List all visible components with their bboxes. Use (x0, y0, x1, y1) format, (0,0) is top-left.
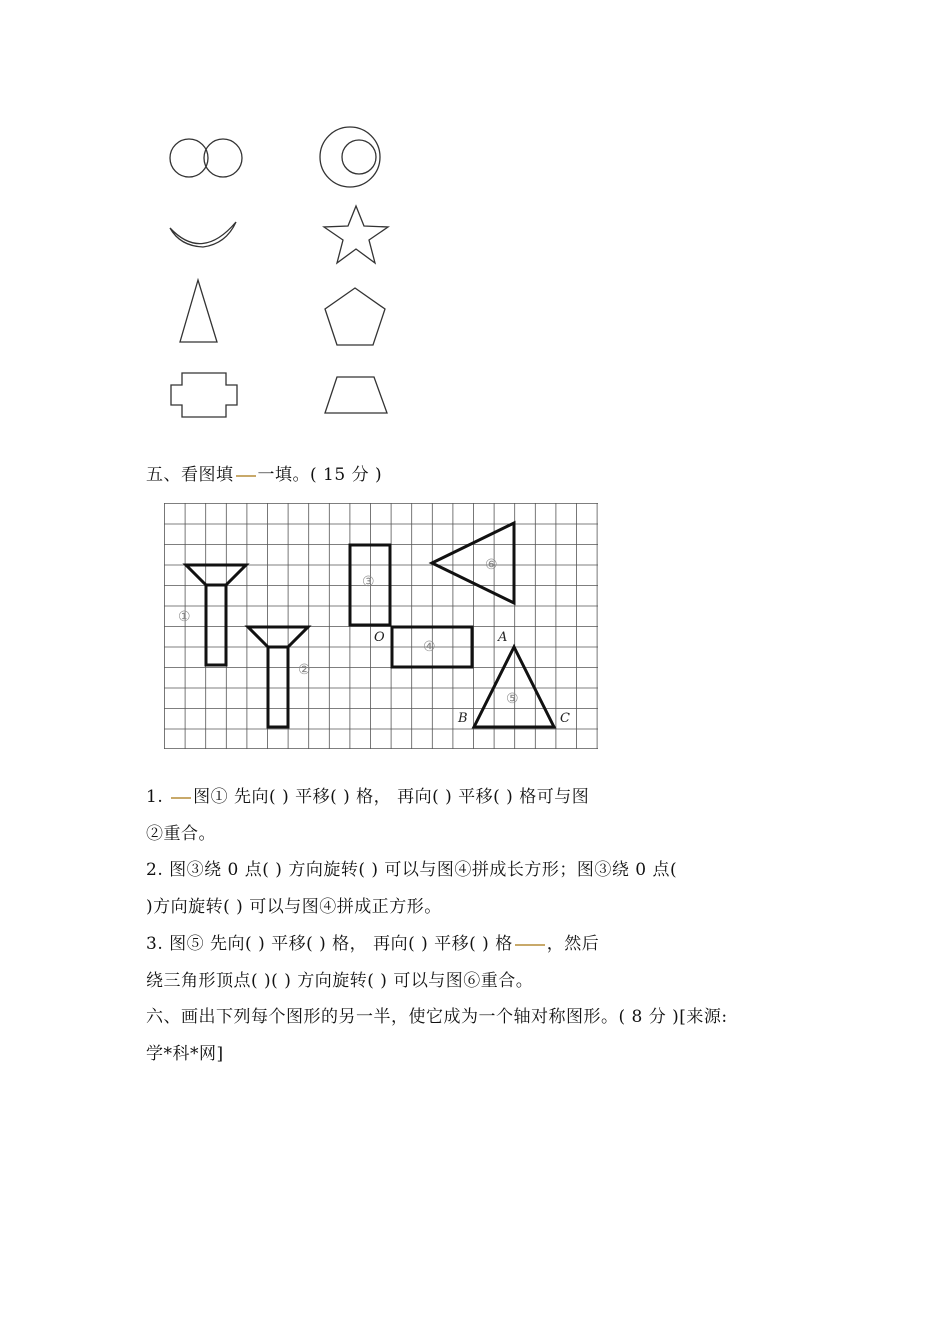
section6-source: 学*科*网] (146, 1044, 224, 1064)
cross-shape (171, 373, 237, 417)
figure-5-label: ⑤ (506, 691, 519, 707)
figure-3-label: ③ (362, 574, 375, 590)
pentagon-shape (325, 288, 385, 345)
section5-heading: 五、看图填 一填。( 15 分 ) (146, 465, 383, 485)
star-shape (324, 206, 388, 263)
section6-heading: 六、画出下列每个图形的另一半，使它成为一个轴对称图形。( 8 分 )[来源: (146, 1007, 728, 1027)
underline-mark (171, 797, 191, 799)
figure-6-label: ⑥ (485, 557, 498, 573)
question-1-line-1: 1. 图① 先向( ) 平移( ) 格， 再向( ) 平移( ) 格可与图 (146, 787, 590, 807)
figure-1-label: ① (178, 609, 191, 625)
question-2-line-1: 2. 图③绕 0 点( ) 方向旋转( ) 可以与图④拼成长方形；图③绕 0 点( (146, 860, 678, 880)
translation-rotation-grid (164, 503, 598, 749)
point-A-label: A (498, 630, 508, 645)
ring-circle-shape (320, 127, 380, 187)
figure-1-shape (186, 565, 246, 665)
figure-5-shape (474, 647, 554, 727)
figure-4-label: ④ (423, 639, 436, 655)
question-3-line-1: 3. 图⑤ 先向( ) 平移( ) 格， 再向( ) 平移( ) 格 ，然后 (146, 934, 600, 954)
point-B-label: B (458, 711, 468, 726)
question-2-line-2: )方向旋转( ) 可以与图④拼成正方形。 (146, 897, 442, 917)
underline-mark (515, 944, 545, 946)
question-1-line-2: ②重合。 (146, 824, 216, 844)
half-shapes-figure (0, 0, 950, 440)
figure-2-label: ② (298, 662, 311, 678)
crescent-shape (170, 222, 236, 247)
point-O-label: O (374, 630, 385, 645)
double-circle-shape (170, 139, 208, 177)
question-3-line-2: 绕三角形顶点( )( ) 方向旋转( ) 可以与图⑥重合。 (146, 971, 534, 991)
triangle-shape (180, 280, 217, 342)
figure-6-shape (432, 523, 514, 603)
underline-mark (236, 475, 256, 477)
trapezoid-shape (325, 377, 387, 413)
point-C-label: C (560, 711, 570, 726)
